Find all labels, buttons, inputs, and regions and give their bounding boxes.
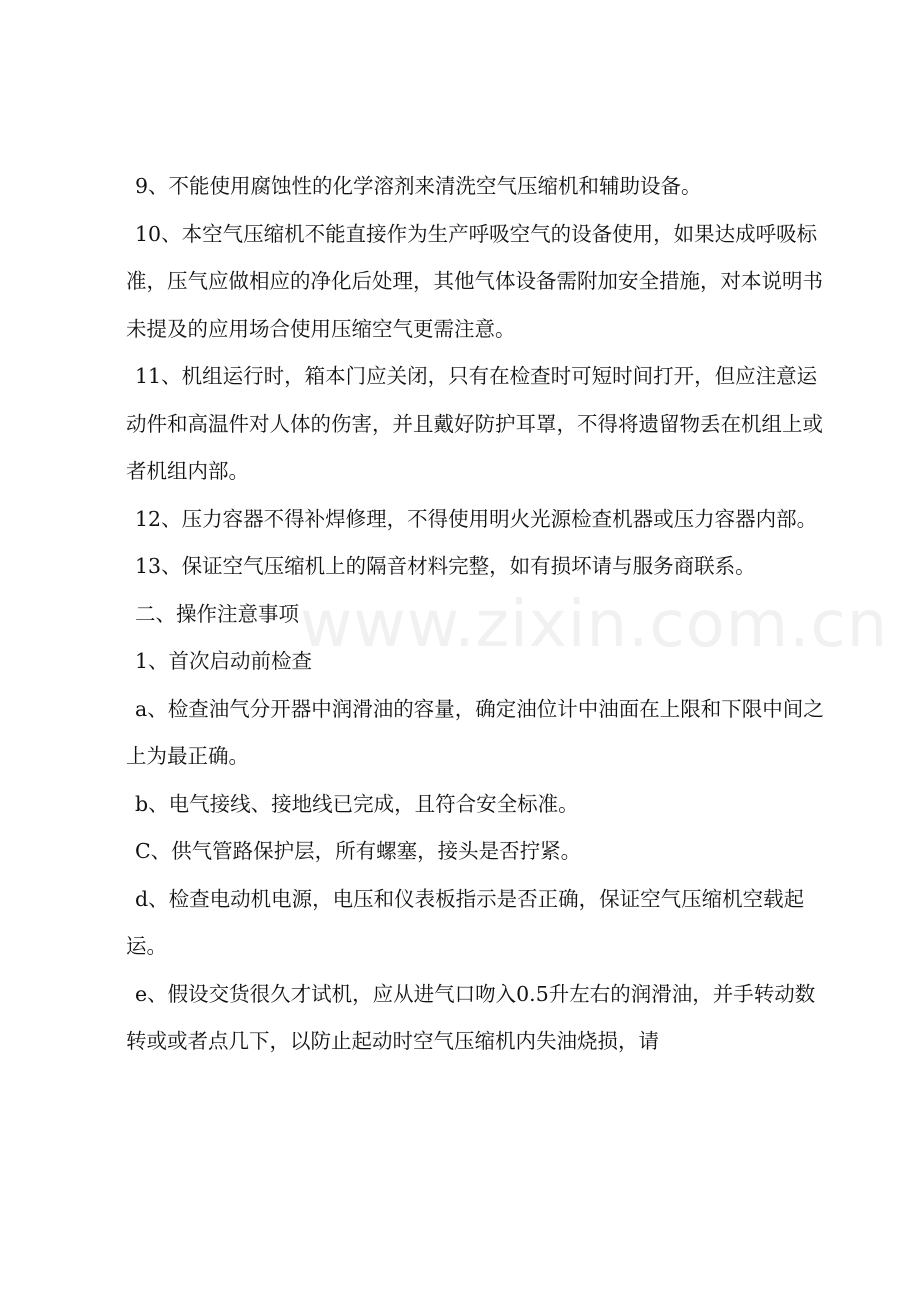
paragraph-item-9: 9、不能使用腐蚀性的化学溶剂来清洗空气压缩机和辅助设备。: [135, 174, 702, 198]
document-body: [126, 163, 826, 1066]
check-item-a: a、检查油气分开器中润滑油的容量，确定油位计中油面在上限和下限中间之上为最正确。: [126, 696, 824, 768]
section-heading: 二、操作注意事项: [135, 601, 299, 626]
check-item-d: d、检查电动机电源，电压和仪表板指示是否正确，保证空气压缩机空载起运。: [126, 886, 805, 958]
paragraph-item-13: 13、保证空气压缩机上的隔音材料完整，如有损坏请与服务商联系。: [135, 554, 756, 578]
paragraph-item-11: 11、机组运行时，箱本门应关闭，只有在检查时可短时间打开，但应注意运动件和高温件对人体的伤害，并且戴好防护耳罩，不得将遗留物丢在机组上或者机组内部。: [126, 364, 823, 483]
watermark: www.zixin.com.cn: [300, 588, 889, 662]
check-item-b: b、电气接线、接地线已完成，且符合安全标准。: [135, 791, 579, 816]
paragraph-item-12: 12、压力容器不得补焊修理，不得使用明火光源检查机器或压力容器内部。: [135, 506, 818, 531]
paragraph-item-10: 10、本空气压缩机不能直接作为生产呼吸空气的设备使用，如果达成呼吸标准，压气应做相应的净化后处理，其他气体设备需附加安全措施，对本说明书未提及的应用场合使用压缩空气更需注意。: [126, 221, 823, 341]
check-item-c: C、供气管路保护层，所有螺塞，接头是否拧紧。: [135, 839, 582, 863]
check-item-e: e、假设交货很久才试机，应从进气口吻入0.5升左右的润滑油，并手转动数转或或者点几下，以防止起动时空气压缩机内失油烧损，请: [126, 981, 816, 1053]
subsection-heading: 1、首次启动前检查: [135, 649, 313, 673]
